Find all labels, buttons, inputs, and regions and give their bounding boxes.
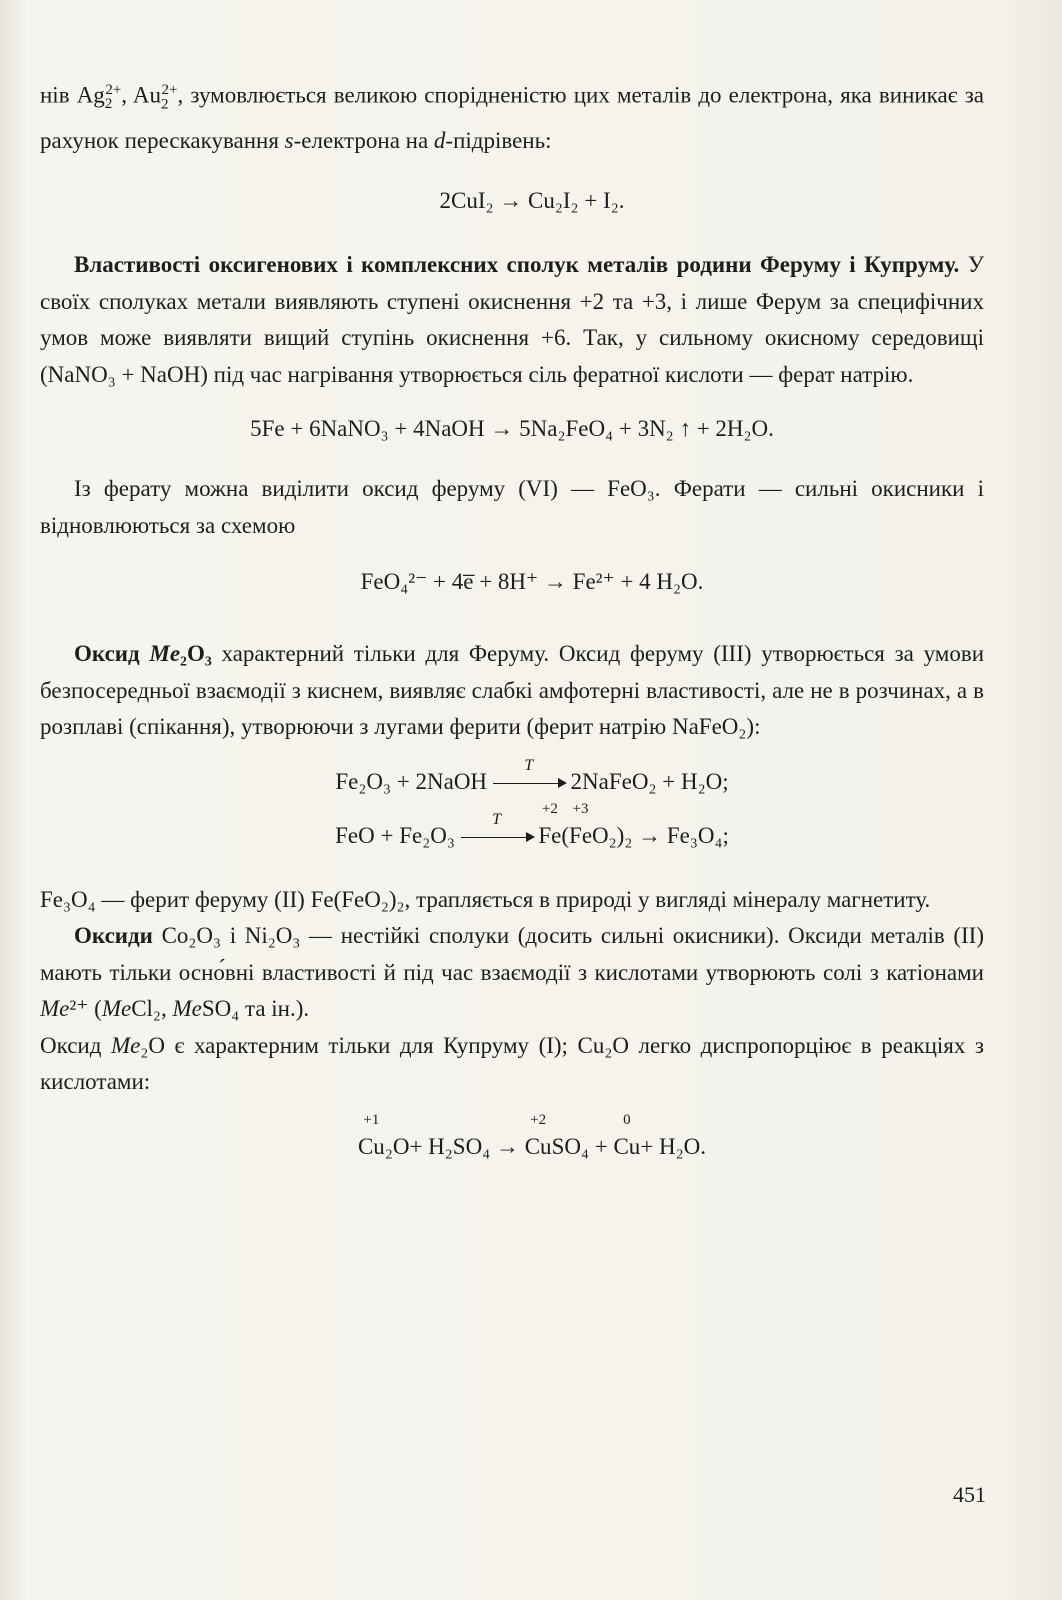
paragraph-3 (40, 471, 984, 544)
symbol: Cu (524, 1133, 552, 1159)
paragraph-5 (40, 882, 984, 919)
text: -підрівень: (445, 127, 552, 153)
ox-label: +2 (530, 1111, 547, 1128)
oxidation-cu-1 (357, 1111, 385, 1163)
oxidation-cu-3 (613, 1111, 641, 1163)
heading-oxides: Оксиди (74, 923, 153, 949)
oxidation-fe-1 (538, 800, 562, 852)
inline-formula: FeO₃ (607, 476, 655, 502)
inline-formula: Fe(FeO₂)₂ (310, 886, 405, 912)
inline-formula: (NaNO₃ + NaOH) (40, 361, 208, 387)
paren: ( (561, 822, 570, 848)
text: У своїх сполуках метали виявляють ступені окиснення +2 та +3, і лише Ферум за специфічних умов може виявляти вищий ступінь окиснення +6. Так, у сильному окисному середовищі (40, 252, 984, 351)
paragraph-4 (40, 636, 984, 746)
formula-disproportionation (80, 1111, 984, 1163)
ox-label: +1 (363, 1111, 380, 1128)
ox-label: +2 (541, 800, 558, 817)
formula-right: O₂)₂ → Fe₃O₄; (592, 822, 729, 848)
oxidation-cu-2 (524, 1111, 552, 1163)
italic-me: Me (40, 996, 70, 1022)
ox-label: +3 (572, 800, 589, 817)
paragraph-6 (40, 918, 984, 1028)
text: під час нагрівання утворюється сіль фератної кислоти — ферат натрію. (207, 361, 914, 387)
ox-label: 0 (623, 1111, 631, 1128)
text: SO₄ та ін.). (201, 996, 310, 1022)
inline-formula: Fe₃O₄ (40, 886, 96, 912)
symbol: Fe (538, 822, 562, 848)
text: Оксид (40, 1032, 111, 1058)
text: Із ферату можна виділити оксид феруму (VI) — (74, 476, 608, 502)
italic-d: d (433, 127, 446, 153)
formula-left: Fe₂O₃ + 2NaOH (335, 768, 488, 794)
inline-formula: NaFeO₂ (671, 714, 747, 740)
symbol: Cu (613, 1133, 641, 1159)
text: ₂O+ H₂SO₄ → (384, 1133, 525, 1159)
formula-magnetite (80, 800, 984, 852)
italic-me: Me (149, 641, 181, 667)
text: ): (746, 714, 761, 740)
paragraph-7 (40, 1028, 984, 1101)
formula-reduction: FeO₄²⁻ + 4e̅ + 8H⁺ → Fe²⁺ + 4 H₂O. (360, 569, 704, 595)
text: ₂O є характерним тільки для Купруму (I); Cu₂O легко диспропорціює в реакціях з кислотами: (40, 1032, 984, 1095)
italic-me: Me (110, 1032, 141, 1058)
heading-oxide: Оксид (74, 641, 150, 667)
text: , трапляється в природі у вигляді мінералу магнетиту. (404, 886, 931, 912)
symbol: Cu (357, 1133, 385, 1159)
text: SO₄ + (551, 1133, 614, 1159)
oxidation-fe-2 (569, 800, 593, 852)
paragraph-2 (40, 247, 984, 393)
text: . Ферати — сильні окисники і відновлюються за схемою (40, 476, 984, 538)
heading-oxide-formula: ₂O₃ (180, 641, 212, 667)
formula-right: 2NaFeO₂ + H₂O; (570, 768, 729, 794)
italic-me: Me (101, 996, 132, 1022)
formula-left: FeO + Fe₂O₃ (335, 822, 455, 848)
italic-me: Me (172, 996, 202, 1022)
symbol: Fe (569, 822, 593, 848)
paragraph-1: нів $Ag_2^{2+}$, $Au_2^{2+}$, зумовлюється великою спорідненістю цих металів до електрона, яка виникає за рахунок перескакування s-електрона на d-підрівень: (40, 82, 985, 153)
text: , зумовлюється великою спорідненістю цих металів до електрона, яка виникає за рахунок перескакування (40, 82, 985, 153)
page-number: 451 (953, 1482, 986, 1507)
text: -електрона на (293, 127, 434, 153)
arrow-label: T (524, 756, 534, 774)
text: Co₂O₃ і Ni₂O₃ — нестійкі сполуки (досить сильні окисники). Оксиди металів (II) мають тільки осно́вні властивості й під час взаємодії з кислотами утворюють солі з катіонами (40, 923, 984, 985)
formula-ferrite-naoh (80, 756, 984, 798)
arrow-with-label (493, 756, 565, 798)
text: — ферит феруму (II) (95, 886, 311, 912)
arrow-label: T (492, 810, 502, 828)
text: , Au (121, 82, 162, 108)
formula-ferrate: 5Fe + 6NaNO₃ + 4NaOH → 5Na₂FeO₄ + 3N₂ ↑ + 2H₂O. (250, 416, 774, 442)
italic-s: s (284, 127, 294, 153)
text: + H₂O. (640, 1133, 707, 1159)
section-heading: Властивості оксигенових і комплексних сполук металів родини Феруму і Купруму. (74, 252, 960, 278)
arrow-with-label (461, 810, 533, 852)
text: характерний тільки для Феруму. Оксид феруму (III) утворюється за умови безпосередньої взаємодії з киснем, виявляє слабкі амфотерні властивості, але не в розчинах, а в розплаві (спікання), утворюючи з лугами ферити (ферит натрію (40, 641, 984, 740)
text: Cl₂, (131, 996, 173, 1022)
text: ²⁺ ( (69, 996, 102, 1022)
text: нів Ag (40, 82, 105, 108)
formula-cui2: 2CuI₂ → Cu₂I₂ + I₂. (439, 188, 625, 214)
